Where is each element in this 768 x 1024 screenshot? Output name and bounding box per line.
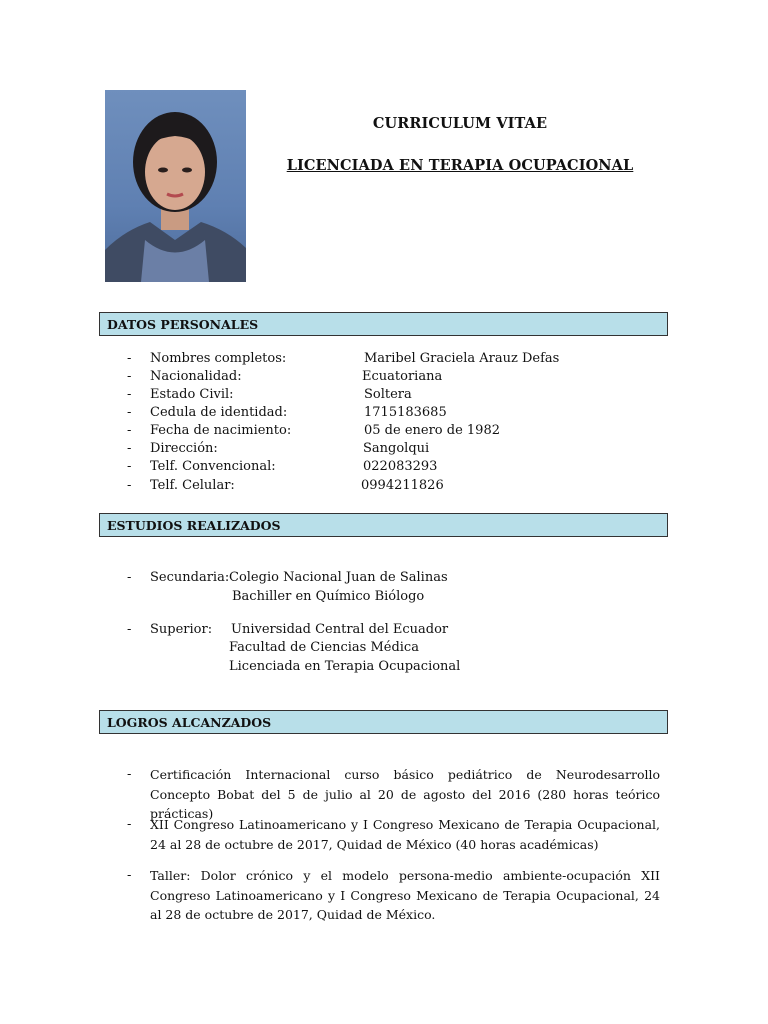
study-degree: Bachiller en Químico Biólogo	[232, 589, 425, 604]
profile-photo	[105, 90, 246, 282]
list-item	[0, 369, 768, 387]
bullet: -	[127, 622, 132, 637]
bullet: -	[127, 570, 132, 585]
list-item	[0, 387, 768, 405]
section-header-personal: DATOS PERSONALES	[99, 312, 668, 336]
study-level-label: Secundaria:	[150, 570, 230, 585]
section-header-achievements: LOGROS ALCANZADOS	[99, 710, 668, 734]
list-item	[0, 351, 768, 369]
bullet: -	[127, 441, 132, 456]
list-item	[0, 405, 768, 423]
field-label: Dirección:	[150, 441, 218, 456]
study-institution: Colegio Nacional Juan de Salinas	[229, 570, 448, 585]
field-value: 05 de enero de 1982	[364, 423, 500, 438]
field-value: 1715183685	[364, 405, 447, 420]
bullet: -	[127, 868, 132, 883]
list-item	[0, 459, 768, 477]
bullet: -	[127, 369, 132, 384]
field-label: Telf. Convencional:	[150, 459, 276, 474]
field-value: Ecuatoriana	[362, 369, 443, 384]
achievement-item: Certificación Internacional curso básico pediátrico de Neurodesarrollo Concepto Bobat del 5 de julio al 20 de agosto del 2016 (280 horas teórico prácticas)	[150, 767, 660, 821]
bullet: -	[127, 459, 132, 474]
achievement-item: XII Congreso Latinoamericano y I Congreso Mexicano de Terapia Ocupacional, 24 al 28 de octubre de 2017, Quidad de México (40 horas académicas)	[150, 817, 660, 852]
document-title: CURRICULUM VITAE	[372, 115, 548, 132]
study-institution: Universidad Central del Ecuador	[231, 622, 449, 637]
field-label: Nombres completos:	[150, 351, 287, 366]
bullet: -	[127, 387, 132, 402]
field-label: Fecha de nacimiento:	[150, 423, 292, 438]
document-subtitle: LICENCIADA EN TERAPIA OCUPACIONAL	[286, 157, 634, 174]
study-level-label: Superior:	[150, 622, 213, 637]
field-value: Soltera	[364, 387, 412, 402]
study-degree: Licenciada en Terapia Ocupacional	[229, 659, 461, 674]
field-label: Nacionalidad:	[150, 369, 242, 384]
section-header-studies: ESTUDIOS REALIZADOS	[99, 513, 668, 537]
bullet: -	[127, 767, 132, 782]
bullet: -	[127, 405, 132, 420]
list-item	[0, 423, 768, 441]
list-item	[0, 478, 768, 496]
list-item	[0, 441, 768, 459]
field-label: Estado Civil:	[150, 387, 234, 402]
field-value: 0994211826	[361, 478, 444, 493]
field-label: Cedula de identidad:	[150, 405, 288, 420]
bullet: -	[127, 817, 132, 832]
study-faculty: Facultad de Ciencias Médica	[229, 640, 419, 655]
bullet: -	[127, 351, 132, 366]
field-label: Telf. Celular:	[150, 478, 235, 493]
bullet: -	[127, 478, 132, 493]
field-value: 022083293	[363, 459, 438, 474]
field-value: Sangolqui	[363, 441, 430, 456]
field-value: Maribel Graciela Arauz Defas	[364, 351, 560, 366]
bullet: -	[127, 423, 132, 438]
achievement-item: Taller: Dolor crónico y el modelo persona-medio ambiente-ocupación XII Congreso Latinoamericano y I Congreso Mexicano de Terapia Ocupacional, 24 al 28 de octubre de 2017, Quidad de México.	[150, 868, 660, 922]
